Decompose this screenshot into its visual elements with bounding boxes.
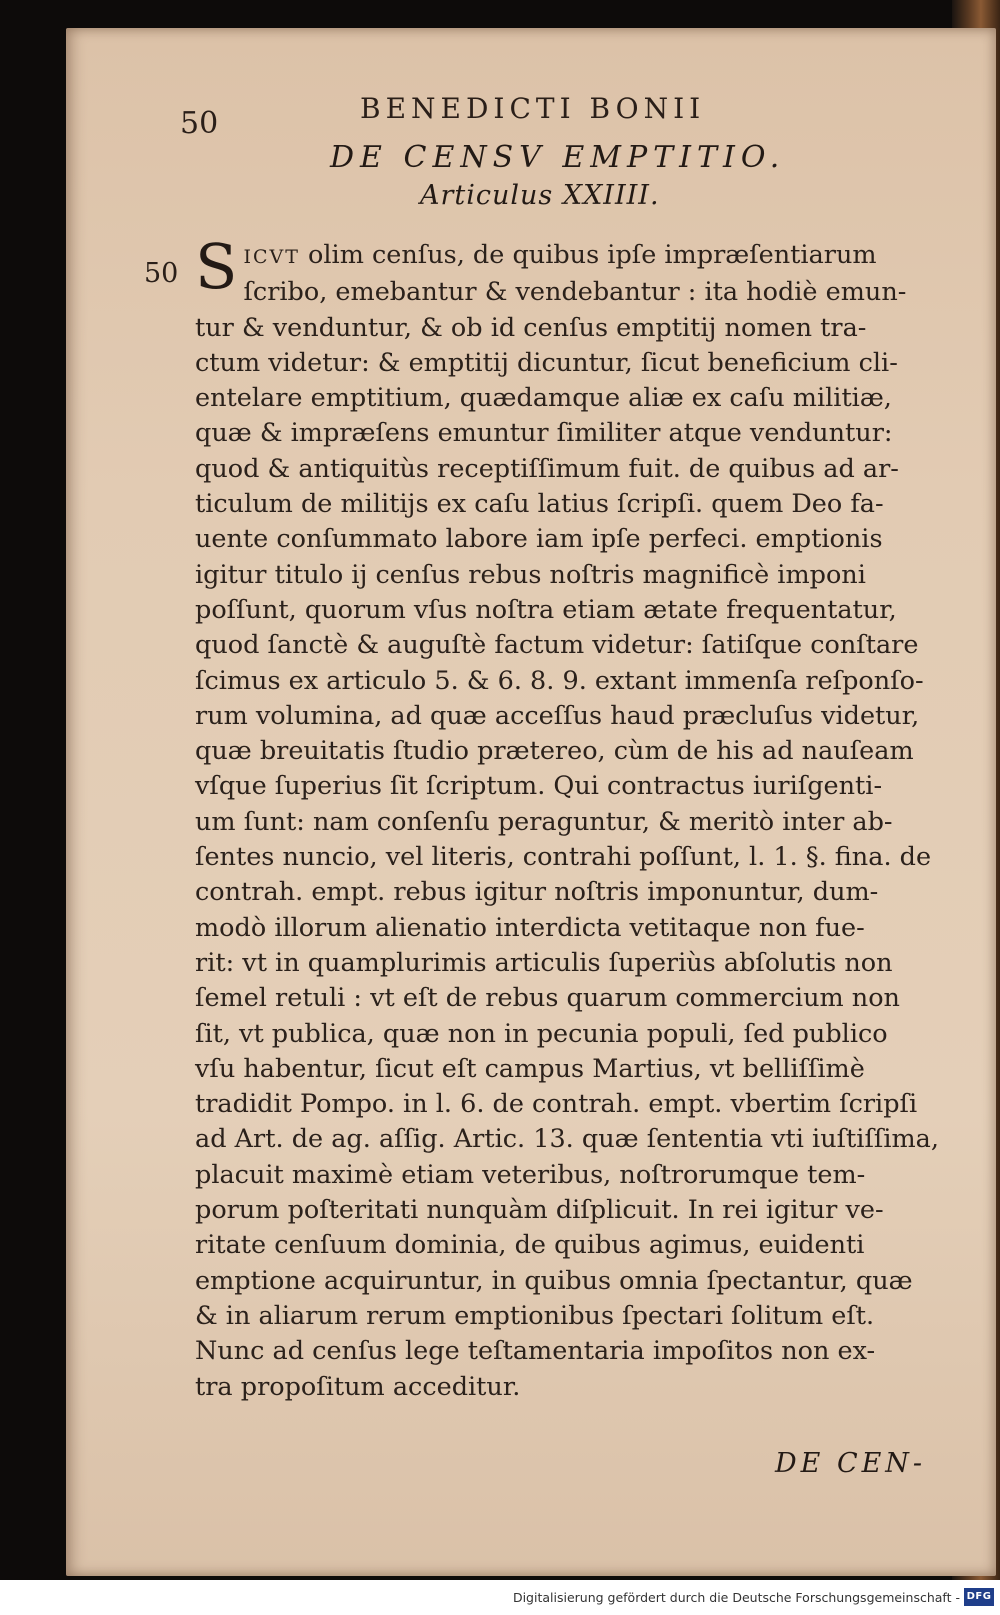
text-line: vſque ſuperius ſit ſcriptum. Qui contractus iuriſgenti- (195, 771, 883, 802)
body-text (195, 230, 939, 1405)
drop-cap: S (195, 230, 238, 303)
text-line: ticulum de militijs ex caſu latius ſcripſi. quem Deo fa- (195, 489, 884, 520)
text-line: ctum videtur: & emptitij dicuntur, ſicut beneficium cli- (195, 347, 898, 378)
text-line: modò illorum alienatio interdicta vetitaque non fue- (195, 912, 865, 943)
text-line: ad Art. de ag. aſſig. Artic. 13. quæ ſententia vti iuſtiſſima, (195, 1124, 939, 1155)
text-line: tra propoſitum acceditur. (195, 1371, 521, 1402)
text-line: ſcimus ex articulo 5. & 6. 8. 9. extant immenſa reſponſo- (195, 665, 924, 696)
text-line: rum volumina, ad quæ acceſſus haud præcluſus videtur, (195, 700, 920, 731)
dfg-logo: DFG (964, 1588, 994, 1606)
margin-line-number: 50 (144, 258, 179, 289)
text-line: uente conſummato labore iam ipſe perfeci. emptionis (195, 524, 883, 555)
text-line: um ſunt: nam conſenſu peraguntur, & meritò inter ab- (195, 806, 893, 837)
text-line: emptione acquiruntur, in quibus omnia ſpectantur, quæ (195, 1265, 913, 1296)
catchword: DE CEN- (775, 1448, 927, 1479)
text-line: placuit maximè etiam veteribus, noſtrorumque tem- (195, 1159, 866, 1190)
text-line: ſit, vt publica, quæ non in pecunia populi, ſed publico (195, 1018, 888, 1049)
text-line: poſſunt, quorum vſus noſtra etiam ætate frequentatur, (195, 594, 897, 625)
text-line: rit: vt in quamplurimis articulis ſuperiùs abſolutis non (195, 947, 893, 978)
text-line: quod ſanctè & auguſtè factum videtur: ſatiſque conſtare (195, 630, 919, 661)
text-line: vſu habentur, ſicut eſt campus Martius, vt belliſſimè (195, 1053, 865, 1084)
text-line: contrah. empt. rebus igitur noſtris imponuntur, dum- (195, 877, 879, 908)
text-line: quæ breuitatis ſtudio prætereo, cùm de his ad nauſeam (195, 736, 914, 767)
text-line: ritate cenſuum dominia, de quibus agimus, euidenti (195, 1230, 865, 1261)
text-line: tradidit Pompo. in l. 6. de contrah. empt. vbertim ſcripſi (195, 1089, 918, 1120)
text-line: quæ & impræſens emuntur ſimiliter atque venduntur: (195, 418, 893, 449)
funding-credit: Digitalisierung gefördert durch die Deutsche Forschungsgemeinschaft - (512, 1590, 960, 1605)
text-line: ſemel retuli : vt eſt de rebus quarum commercium non (195, 983, 900, 1014)
text-line: & in aliarum rerum emptionibus ſpectari ſolitum eſt. (195, 1300, 875, 1331)
text-line: tur & venduntur, & ob id cenſus emptitij nomen tra- (195, 312, 867, 343)
small-caps-word: ICVT (243, 246, 300, 268)
page-number: 50 (180, 106, 219, 141)
text-line: Nunc ad cenſus lege teſtamentaria impoſitos non ex- (195, 1336, 876, 1367)
chapter-title: DE CENSV EMPTITIO. (330, 140, 786, 175)
running-head: BENEDICTI BONII (360, 92, 706, 125)
text-line: igitur titulo ij cenſus rebus noſtris magnificè imponi (195, 559, 866, 590)
text-line: ſentes nuncio, vel literis, contrahi poſſunt, l. 1. §. fina. de (195, 842, 932, 873)
text-line: ICVT olim cenſus, de quibus ipſe impræſentiarum (243, 240, 877, 270)
text-line: ſcribo, emebantur & vendebantur : ita hodiè emun- (243, 277, 907, 308)
text-line: quod & antiquitùs receptiſſimum fuit. de quibus ad ar- (195, 453, 899, 484)
text-line: porum poſteritati nunquàm diſplicuit. In rei igitur ve- (195, 1195, 884, 1226)
text-line: entelare emptitium, quædamque aliæ ex caſu militiæ, (195, 383, 892, 414)
article-subtitle: Articulus XXIIII. (420, 180, 660, 211)
